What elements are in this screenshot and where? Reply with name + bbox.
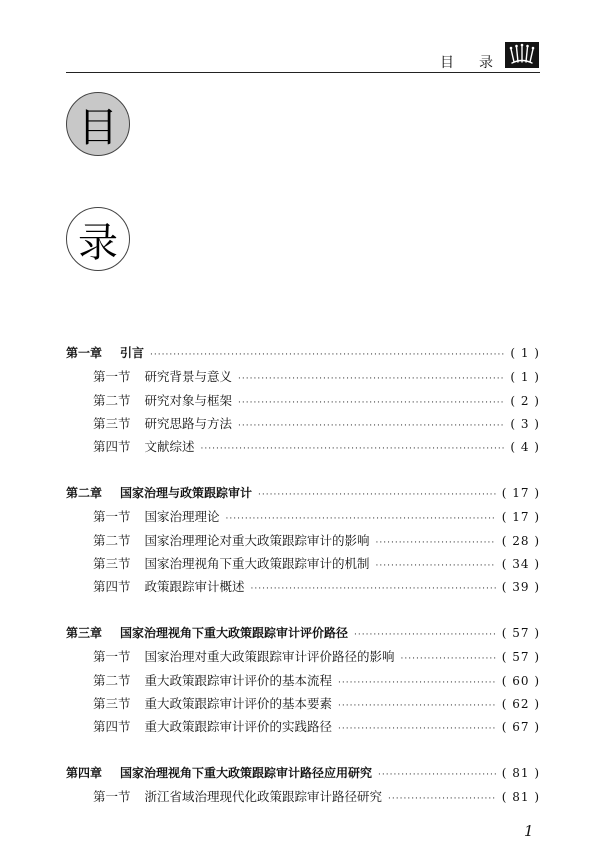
page-ref: ( 17 ) xyxy=(501,485,540,500)
toc-section-row[interactable] xyxy=(66,531,540,554)
page-ref: ( 3 ) xyxy=(510,416,540,431)
section-number: 第一节 xyxy=(93,369,131,385)
dot-leader xyxy=(201,444,505,454)
page-number: 1 xyxy=(524,822,534,840)
section-number: 第一节 xyxy=(93,789,131,805)
toc-section-row[interactable] xyxy=(66,414,540,437)
dot-leader xyxy=(251,584,496,594)
section-title: 研究背景与意义 xyxy=(144,369,233,385)
toc-section-row[interactable] xyxy=(66,717,540,740)
chapter-title: 引言 xyxy=(120,346,145,360)
chapter-number: 第三章 xyxy=(66,625,103,640)
dot-leader xyxy=(338,724,496,734)
dot-leader xyxy=(338,678,496,688)
toc-section-row[interactable] xyxy=(66,554,540,577)
section-title: 国家治理对重大政策跟踪审计评价路径的影响 xyxy=(144,649,395,665)
chapter-number: 第二章 xyxy=(66,485,103,500)
header-title-char-2: 录 xyxy=(479,55,494,71)
section-title: 文献综述 xyxy=(144,439,195,455)
page-ref: ( 17 ) xyxy=(501,510,540,525)
chapter-number: 第四章 xyxy=(66,765,103,780)
header-divider xyxy=(66,72,540,73)
section-title: 浙江省域治理现代化政策跟踪审计路径研究 xyxy=(144,789,383,805)
dot-leader xyxy=(376,538,496,548)
section-title: 国家治理视角下重大政策跟踪审计的机制 xyxy=(144,555,370,571)
dot-leader xyxy=(401,654,496,664)
dot-leader xyxy=(258,490,496,500)
page-ref: ( 1 ) xyxy=(510,370,540,385)
section-number: 第二节 xyxy=(93,532,131,548)
section-title: 研究思路与方法 xyxy=(144,415,233,431)
toc-section-row[interactable] xyxy=(66,647,540,670)
publisher-logo-icon xyxy=(505,42,539,68)
dot-leader xyxy=(338,701,496,711)
page-ref: ( 60 ) xyxy=(501,673,540,688)
page-ref: ( 57 ) xyxy=(501,650,540,665)
chapter-title: 国家治理视角下重大政策跟踪审计路径应用研究 xyxy=(120,765,373,780)
toc-chapter-row[interactable] xyxy=(66,624,540,647)
section-number: 第二节 xyxy=(93,672,131,688)
section-number: 第三节 xyxy=(93,695,131,711)
section-number: 第一节 xyxy=(93,649,131,665)
section-number: 第四节 xyxy=(93,579,131,595)
toc-chapter-row[interactable] xyxy=(66,344,540,367)
title-char-mu: 目 xyxy=(66,92,130,156)
toc-section-row[interactable] xyxy=(66,507,540,530)
section-title: 政策跟踪审计概述 xyxy=(144,579,245,595)
section-title: 国家治理理论对重大政策跟踪审计的影响 xyxy=(144,532,370,548)
dot-leader xyxy=(388,794,496,804)
toc-section-row[interactable] xyxy=(66,391,540,414)
header-title-char-1: 目 xyxy=(440,55,455,71)
page-ref: ( 2 ) xyxy=(510,393,540,408)
section-title: 国家治理理论 xyxy=(144,509,220,525)
page-ref: ( 39 ) xyxy=(501,580,540,595)
chapter-title: 国家治理视角下重大政策跟踪审计评价路径 xyxy=(120,625,349,640)
dot-leader xyxy=(378,770,496,780)
toc-section-row[interactable] xyxy=(66,671,540,694)
dot-leader xyxy=(376,561,496,571)
page-ref: ( 62 ) xyxy=(501,696,540,711)
dot-leader xyxy=(354,630,496,640)
dot-leader xyxy=(150,350,504,360)
table-of-contents xyxy=(66,344,540,811)
chapter-number: 第一章 xyxy=(66,346,103,360)
section-title: 重大政策跟踪审计评价的实践路径 xyxy=(144,719,333,735)
chapter-title: 国家治理与政策跟踪审计 xyxy=(120,485,253,500)
toc-section-row[interactable] xyxy=(66,787,540,810)
section-number: 第四节 xyxy=(93,439,131,455)
toc-section-row[interactable] xyxy=(66,367,540,390)
toc-chapter-row[interactable] xyxy=(66,764,540,787)
running-header-title xyxy=(440,52,510,72)
page-ref: ( 34 ) xyxy=(501,556,540,571)
dot-leader xyxy=(226,514,496,524)
dot-leader xyxy=(238,374,504,384)
section-number: 第三节 xyxy=(93,415,131,431)
toc-section-row[interactable] xyxy=(66,437,540,460)
section-title: 研究对象与框架 xyxy=(144,392,233,408)
section-title: 重大政策跟踪审计评价的基本流程 xyxy=(144,672,333,688)
toc-chapter-row[interactable] xyxy=(66,484,540,507)
dot-leader xyxy=(238,398,504,408)
chapter-gap xyxy=(66,740,540,764)
page-ref: ( 1 ) xyxy=(510,346,540,360)
page-ref: ( 28 ) xyxy=(501,533,540,548)
toc-section-row[interactable] xyxy=(66,694,540,717)
chapter-gap xyxy=(66,600,540,624)
section-number: 第二节 xyxy=(93,392,131,408)
title-char-lu: 录 xyxy=(66,207,130,271)
toc-section-row[interactable] xyxy=(66,577,540,600)
section-number: 第四节 xyxy=(93,719,131,735)
section-number: 第一节 xyxy=(93,509,131,525)
chapter-gap xyxy=(66,460,540,484)
page-ref: ( 57 ) xyxy=(501,625,540,640)
section-number: 第三节 xyxy=(93,555,131,571)
page-ref: ( 4 ) xyxy=(510,440,540,455)
dot-leader xyxy=(238,421,504,431)
section-title: 重大政策跟踪审计评价的基本要素 xyxy=(144,695,333,711)
page-ref: ( 67 ) xyxy=(501,720,540,735)
page-ref: ( 81 ) xyxy=(501,790,540,805)
page-ref: ( 81 ) xyxy=(501,765,540,780)
